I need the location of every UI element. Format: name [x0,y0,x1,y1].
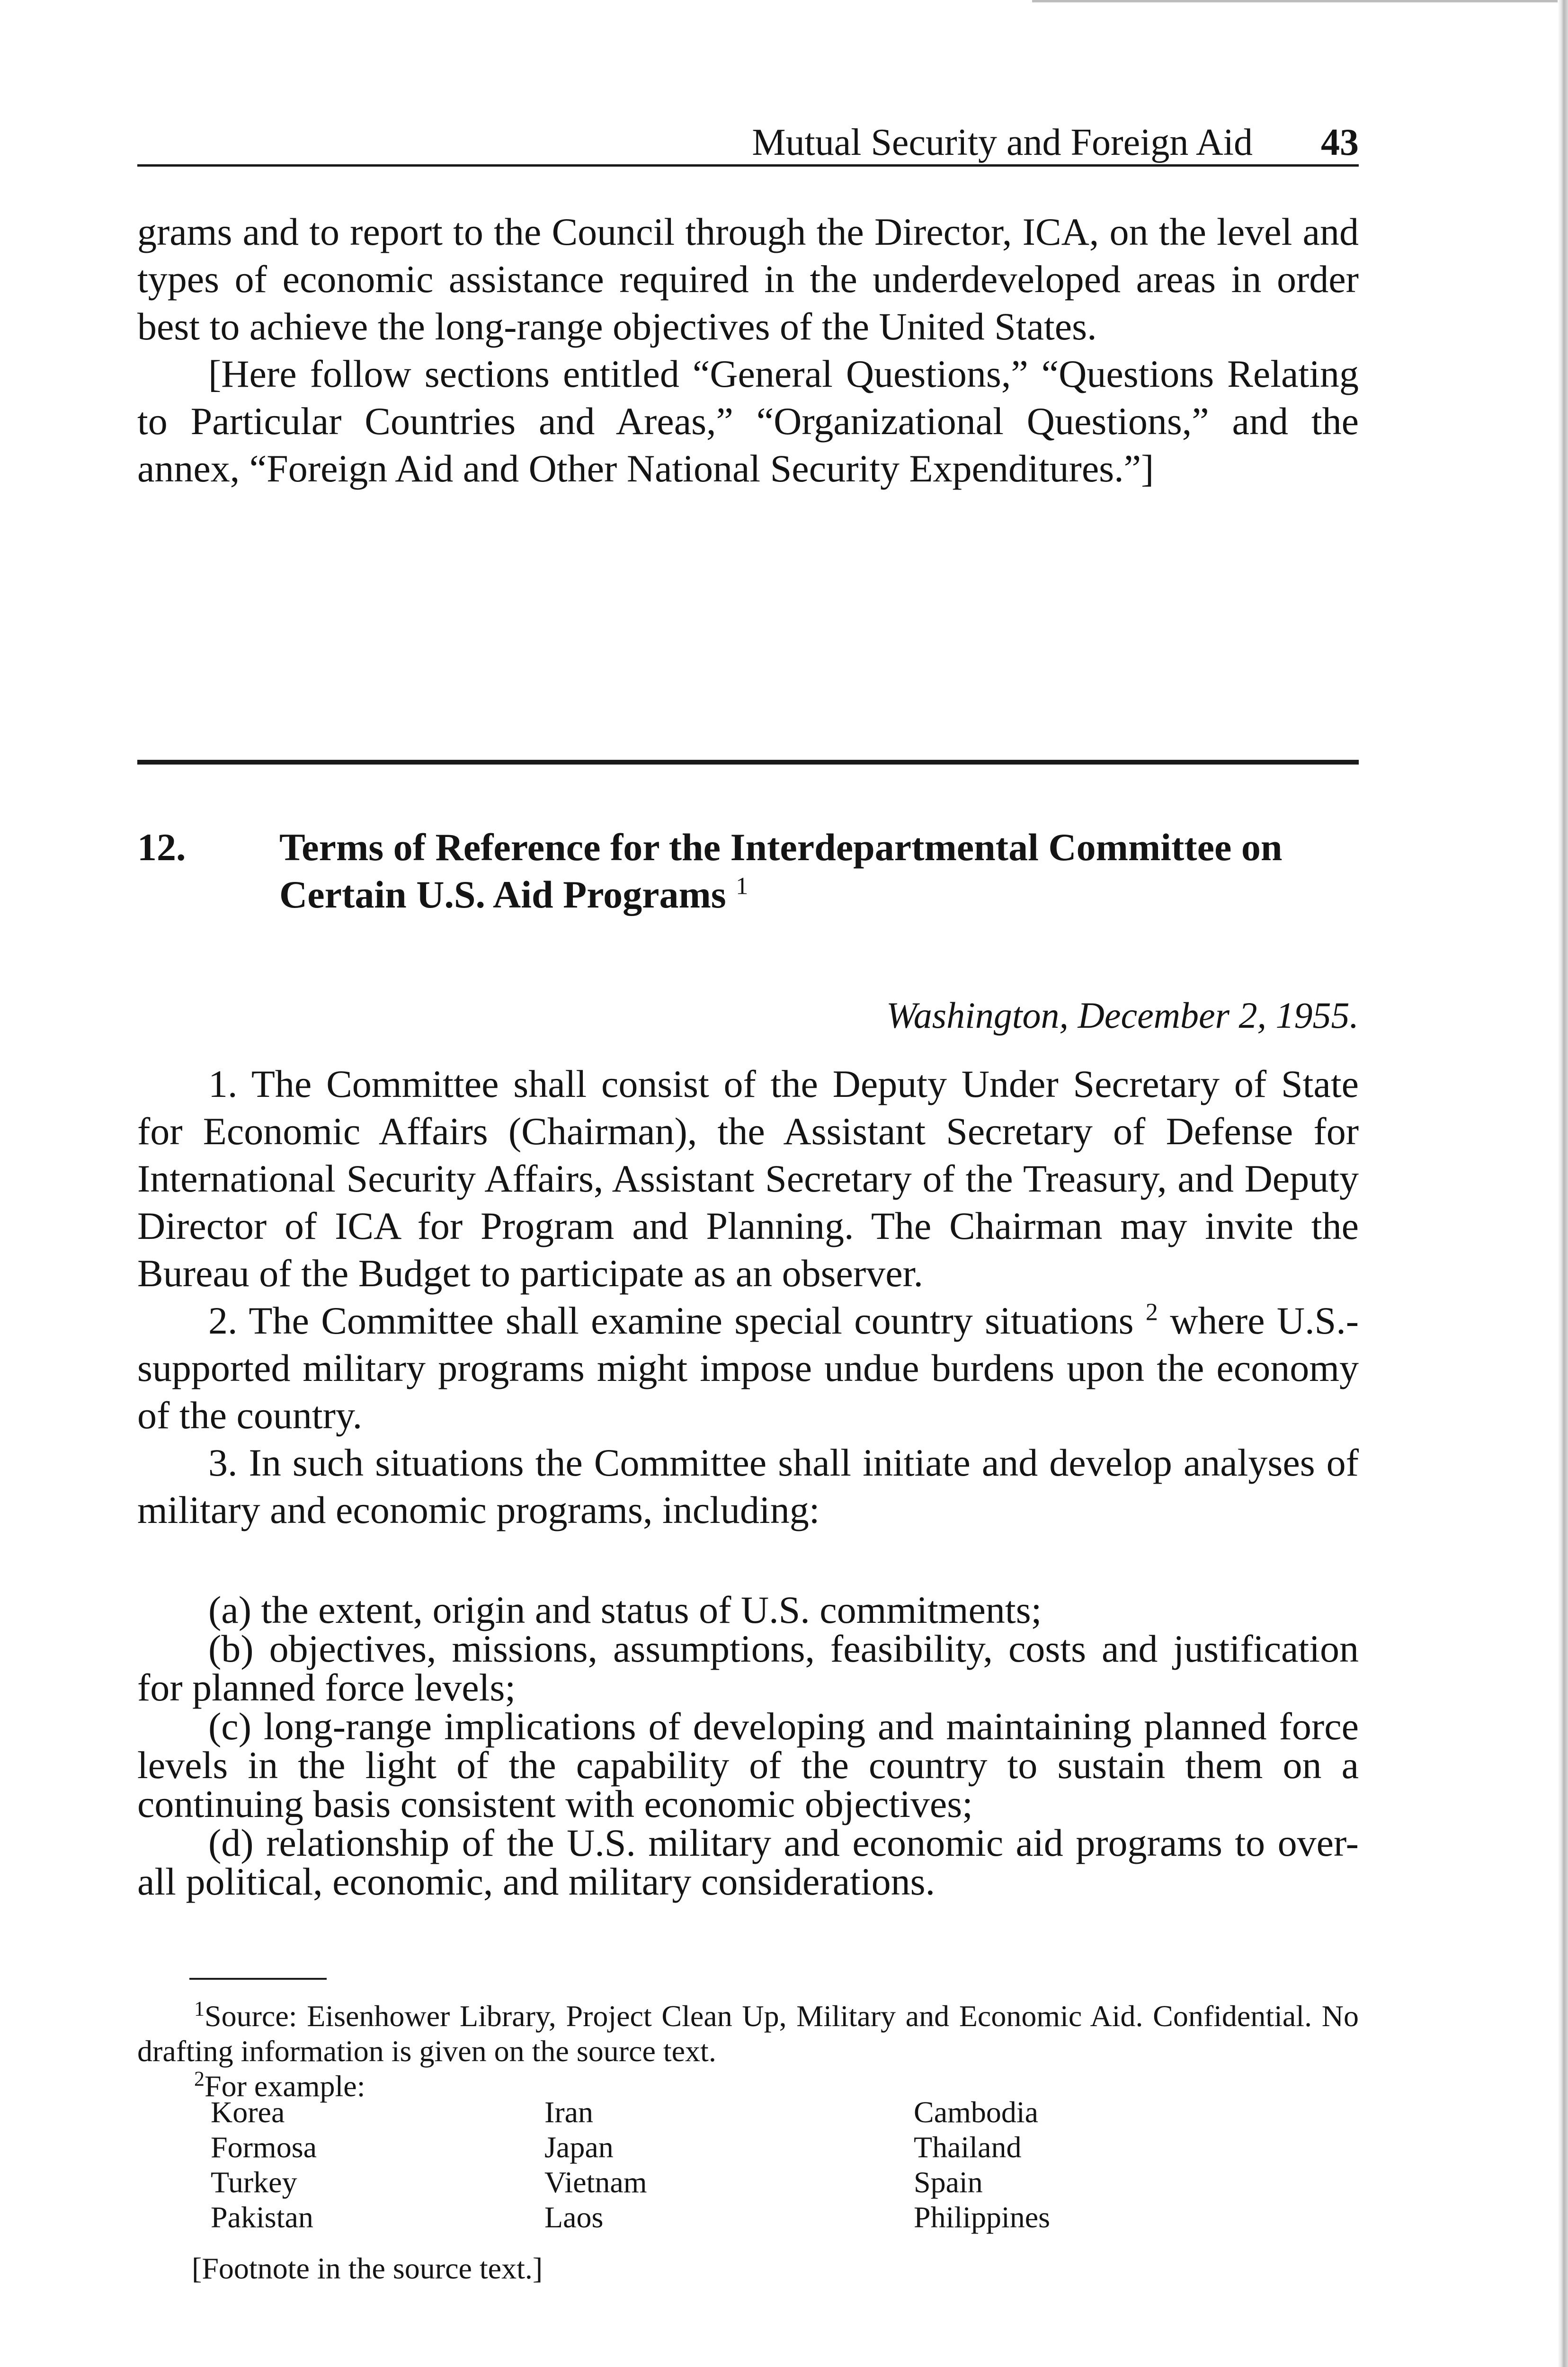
running-head [137,121,1359,167]
country-column-3 [914,2095,1050,2235]
section-divider [137,760,1359,765]
list-item: (d) relationship of the U.S. military and economic aid programs to over-all political, economic, and military considerations. [137,1821,1359,1903]
country-name: Iran [544,2095,594,2129]
country-name: Thailand [914,2130,1022,2164]
document-title [279,824,1359,918]
document-number: 12. [137,826,186,869]
country-column-1 [211,2095,317,2235]
analysis-list [137,1588,1359,1903]
country-name: Pakistan [211,2200,313,2234]
country-name: Korea [211,2095,285,2129]
country-name: Cambodia [914,2095,1039,2129]
continued-paragraph: grams and to report to the Council through the Director, ICA, on the level and types of economic assistance required in the underdeveloped areas in order best to achieve the long-range objectives of the United States. [137,210,1359,348]
footnote-1-text: Source: Eisenhower Library, Project Clean Up, Military and Economic Aid. Confidential. No drafting information is given on the source text. [137,1999,1359,2068]
document-body [137,1060,1359,1534]
footnote-2-marker: 2 [194,2067,205,2091]
country-name: Laos [544,2200,604,2234]
footnotes [137,1999,1359,2104]
list-item: (a) the extent, origin and status of U.S. commitments; [208,1588,1042,1631]
footnote-closing: [Footnote in the source text.] [192,2251,543,2285]
country-column-2 [544,2095,647,2235]
paragraph-1: 1. The Committee shall consist of the Deputy Under Secretary of State for Economic Affairs (Chairman), the Assistant Secretary of Defense for International Security Affairs, Assistant Secretary of the Treasury, and Deputy Director of ICA for Program and Planning. The Chairman may invite the Bureau of the Budget to participate as an observer. [137,1062,1359,1295]
page-edge-right [1558,0,1568,2367]
dateline: Washington, December 2, 1955. [886,995,1359,1036]
page-number: 43 [1321,122,1359,163]
country-name: Japan [544,2130,614,2164]
paragraph-3: 3. In such situations the Committee shall initiate and develop analyses of military and economic programs, including: [137,1441,1359,1531]
list-item: (b) objectives, missions, assumptions, feasibility, costs and justification for planned force levels; [137,1627,1359,1709]
paragraph-2-rest: where U.S.-supported military programs might impose undue burdens upon the economy of the country. [137,1299,1359,1437]
country-name: Formosa [211,2130,317,2164]
country-name: Philippines [914,2200,1051,2234]
title-footnote-marker: 1 [736,872,748,900]
footnote-1-marker: 1 [194,1997,205,2020]
country-list [211,2095,1158,2237]
footnote-2-text: For example: [205,2069,365,2103]
footnote-1 [137,1999,1359,2069]
continued-text [137,208,1359,492]
country-name: Vietnam [544,2165,647,2199]
page-edge-top [1032,0,1568,2]
running-head-title: Mutual Security and Foreign Aid [752,122,1253,163]
paragraph-2-lead: 2. The Committee shall examine special country situations [208,1299,1134,1342]
list-item: (c) long-range implications of developing and maintaining planned force levels in the light of the capability of the country to sustain them on a continuing basis consistent with economic objectives; [137,1705,1359,1825]
country-name: Turkey [211,2165,297,2199]
document-title-text: Terms of Reference for the Interdepartmental Committee on Certain U.S. Aid Programs [279,826,1283,916]
footnote-rule [189,1978,327,1980]
editorial-note: [Here follow sections entitled “General Questions,” “Questions Relating to Particular Countries and Areas,” “Organizational Questions,” and the annex, “Foreign Aid and Other National Security Expenditures.”] [137,352,1359,490]
country-name: Spain [914,2165,983,2199]
paragraph-2 [137,1297,1359,1439]
paragraph-2-footnote-marker: 2 [1145,1299,1158,1326]
